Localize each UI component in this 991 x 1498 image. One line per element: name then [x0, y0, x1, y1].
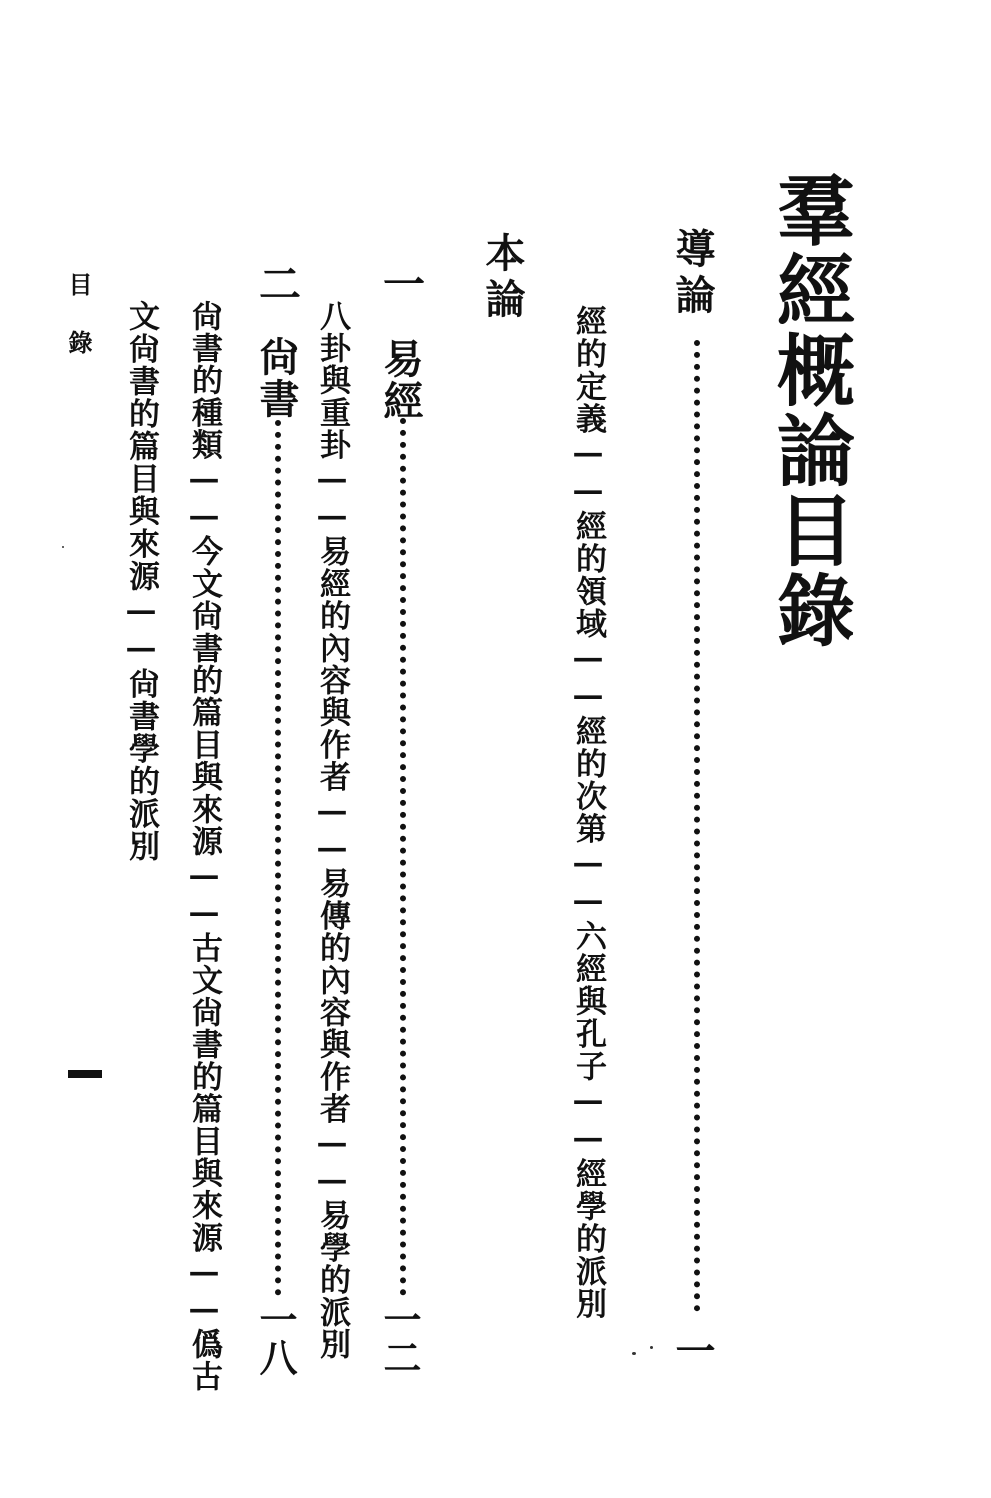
print-speck: [650, 1346, 653, 1349]
intro-page-number: 一: [669, 1330, 716, 1370]
chapter-2-number: 二: [253, 262, 302, 304]
chapter-2-subtopics-line-2: 文尙書的篇目與來源——尙書學的派別: [123, 300, 159, 863]
chapter-1-title[interactable]: 易經: [377, 338, 424, 422]
intro-heading[interactable]: 導論: [669, 228, 716, 320]
main-part-heading: 本論: [479, 232, 526, 324]
chapter-2-title[interactable]: 尙書: [253, 336, 300, 420]
intro-subtopics: 經的定義——經的領域——經的次第——六經與孔子——經學的派別: [570, 305, 606, 1320]
chapter-2-page-number: 一八: [253, 1300, 298, 1376]
chapter-1-number: 一: [377, 262, 426, 304]
folio-mark: [68, 1070, 102, 1078]
chapter-2-subtopics-line-1: 尙書的種類——今文尙書的篇目與來源——古文尙書的篇目與來源——僞古: [186, 300, 222, 1393]
print-speck: [62, 546, 64, 548]
chapter-1-dot-leader: [400, 418, 406, 1296]
intro-dot-leader: [694, 340, 700, 1312]
print-speck: [632, 1352, 636, 1355]
page-title: 羣經概論目錄: [764, 170, 855, 650]
chapter-1-page-number: 一二: [377, 1300, 422, 1376]
chapter-1-subtopics: 八卦與重卦——易經的內容與作者——易傳的內容與作者——易學的派別: [314, 300, 350, 1361]
running-head: 目錄: [64, 272, 93, 388]
chapter-2-dot-leader: [275, 420, 281, 1296]
